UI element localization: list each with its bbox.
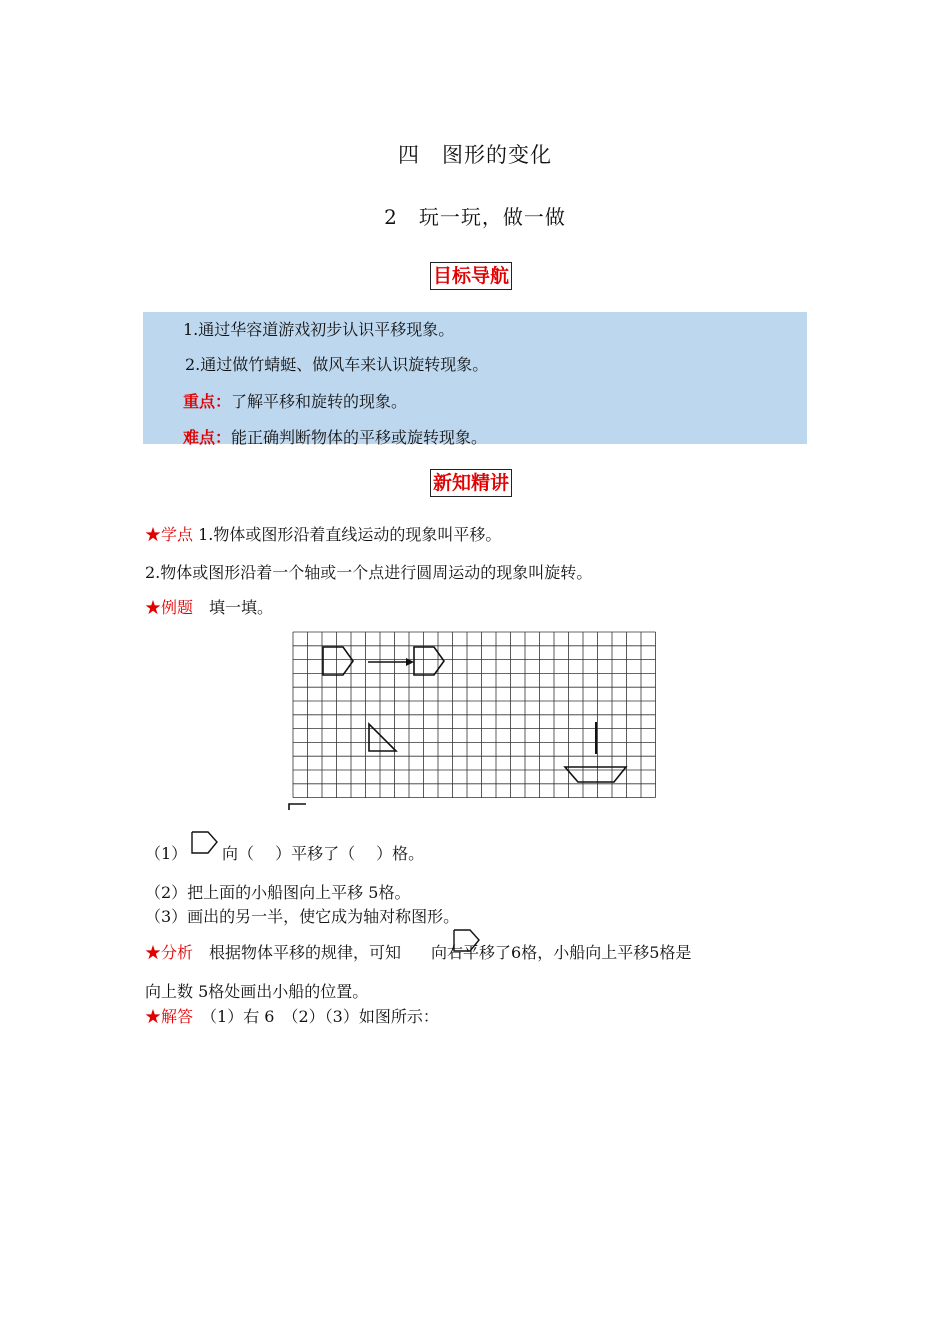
pentagon-icon (190, 830, 220, 856)
difficulty-label: 难点： (183, 428, 232, 447)
knowledge-label: 学点 (161, 525, 194, 544)
star-icon: ★ (145, 525, 162, 544)
pentagon-original-shape (323, 647, 353, 675)
goals-heading: 目标导航 (430, 262, 512, 290)
question-1-prefix: （1） (145, 844, 188, 863)
grid-lines (293, 632, 656, 798)
pentagon-icon (452, 928, 482, 954)
answer-text: （1）右 6 （2）（3）如图所示： (193, 1007, 439, 1026)
answer-line (145, 1004, 439, 1027)
analysis-line-1 (145, 940, 691, 963)
chapter-title: 四 图形的变化 (398, 143, 552, 167)
goal-line-1: 1.通过华容道游戏初步认识平移现象。 (183, 320, 455, 339)
analysis-text-after: 向右平移了6格，小船向上平移5格是 (431, 943, 692, 962)
lesson-title: 2 玩一玩，做一做 (384, 205, 566, 229)
example-line (145, 595, 273, 618)
goal-line-2: 2.通过做竹蜻蜓、做风车来认识旋转现象。 (185, 355, 489, 374)
knowledge-line-1 (145, 522, 501, 545)
question-1-text: 向（ ）平移了（ ）格。 (222, 844, 425, 863)
difficulty-text: 能正确判断物体的平移或旋转现象。 (231, 428, 488, 447)
key-point-line (183, 389, 407, 412)
example-text: 填一填。 (193, 598, 274, 617)
knowledge-line-2: 2.物体或图形沿着一个轴或一个点进行圆周运动的现象叫旋转。 (145, 563, 593, 582)
star-icon: ★ (145, 598, 162, 617)
star-icon: ★ (145, 1007, 162, 1026)
analysis-label: 分析 (161, 943, 194, 962)
example-label: 例题 (161, 598, 194, 617)
pentagon-translated-shape (414, 647, 444, 675)
difficulty-line (183, 425, 487, 448)
analysis-line-2: 向上数 5格处画出小船的位置。 (145, 982, 369, 1001)
corner-mark (289, 804, 306, 810)
boat-hull-shape (565, 767, 626, 782)
answer-label: 解答 (161, 1007, 194, 1026)
analysis-text-before: 根据物体平移的规律，可知 (193, 943, 402, 962)
question-2: （2）把上面的小船图向上平移 5格。 (145, 883, 411, 902)
lesson-heading: 新知精讲 (430, 469, 512, 497)
triangle-shape (369, 724, 396, 751)
translation-grid-figure (288, 630, 658, 810)
knowledge-text-1: 1.物体或图形沿着直线运动的现象叫平移。 (193, 525, 502, 544)
question-3: （3）画出的另一半，使它成为轴对称图形。 (145, 907, 460, 926)
key-point-text: 了解平移和旋转的现象。 (231, 392, 408, 411)
star-icon: ★ (145, 943, 162, 962)
key-point-label: 重点： (183, 392, 232, 411)
